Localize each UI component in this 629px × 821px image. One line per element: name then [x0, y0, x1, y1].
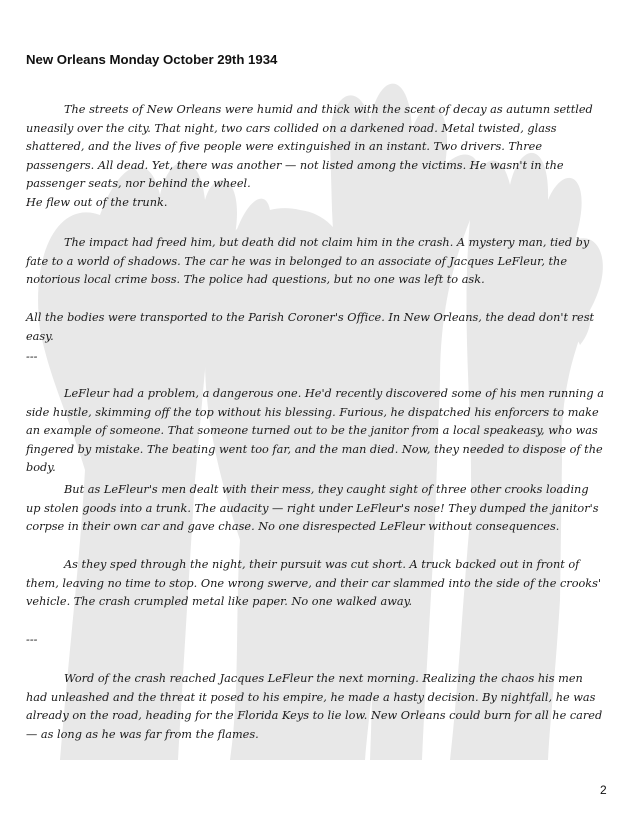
paragraph-4: All the bodies were transported to the Parish Coroner's Office. In New Orleans, the dead don't rest easy. — [26, 311, 595, 343]
paragraph-7: As they sped through the night, their pursuit was cut short. A truck backed out in front of them, leaving no time to stop. One wrong swerve, and their car slammed into the side of the crooks' vehicle. The crash crumpled metal like paper. No one walked away. — [26, 558, 602, 609]
page-number: 2 — [600, 783, 607, 797]
document-heading: New Orleans Monday October 29th 1934 — [26, 52, 278, 67]
section-divider-2: --- — [26, 633, 38, 646]
section-divider-1: --- — [26, 350, 38, 363]
paragraph-1: The streets of New Orleans were humid and thick with the scent of decay as autumn settled uneasily over the city. That night, two cars collided on a darkened road. Metal twisted, glass shattered, and the lives of five people were extinguished in an instant. Two drivers. Three passengers. All dead. Yet, there was another — not listed among the victims. He wasn't in the passenger seats, nor behind the wheel. — [26, 103, 593, 191]
paragraph-6: But as LeFleur's men dealt with their mess, they caught sight of three other crooks loading up stolen goods into a trunk. The audacity — right under LeFleur's nose! They dumped the janitor's corpse in their own car and gave chase. No one disrespected LeFleur without consequences. — [26, 483, 599, 534]
paragraph-5: LeFleur had a problem, a dangerous one. He'd recently discovered some of his men running a side hustle, skimming off the top without his blessing. Furious, he dispatched his enforcers to make an example of someone. That someone turned out to be the janitor from a local speakeasy, who was fingered by mistake. The beating went too far, and the man died. Now, they needed to dispose of the body. — [26, 387, 604, 475]
paragraph-3: The impact had freed him, but death did not claim him in the crash. A mystery man, tied by fate to a world of shadows. The car he was in belonged to an associate of Jacques LeFleur, the notorious local crime boss. The police had questions, but no one was left to ask. — [26, 236, 590, 287]
paragraph-8: Word of the crash reached Jacques LeFleur the next morning. Realizing the chaos his men had unleashed and the threat it posed to his empire, he made a hasty decision. By nightfall, he was already on the road, heading for the Florida Keys to lie low. New Orleans could burn for all he cared — as long as he was far from the flames. — [26, 672, 603, 741]
paragraph-2: He flew out of the trunk. — [26, 196, 168, 209]
